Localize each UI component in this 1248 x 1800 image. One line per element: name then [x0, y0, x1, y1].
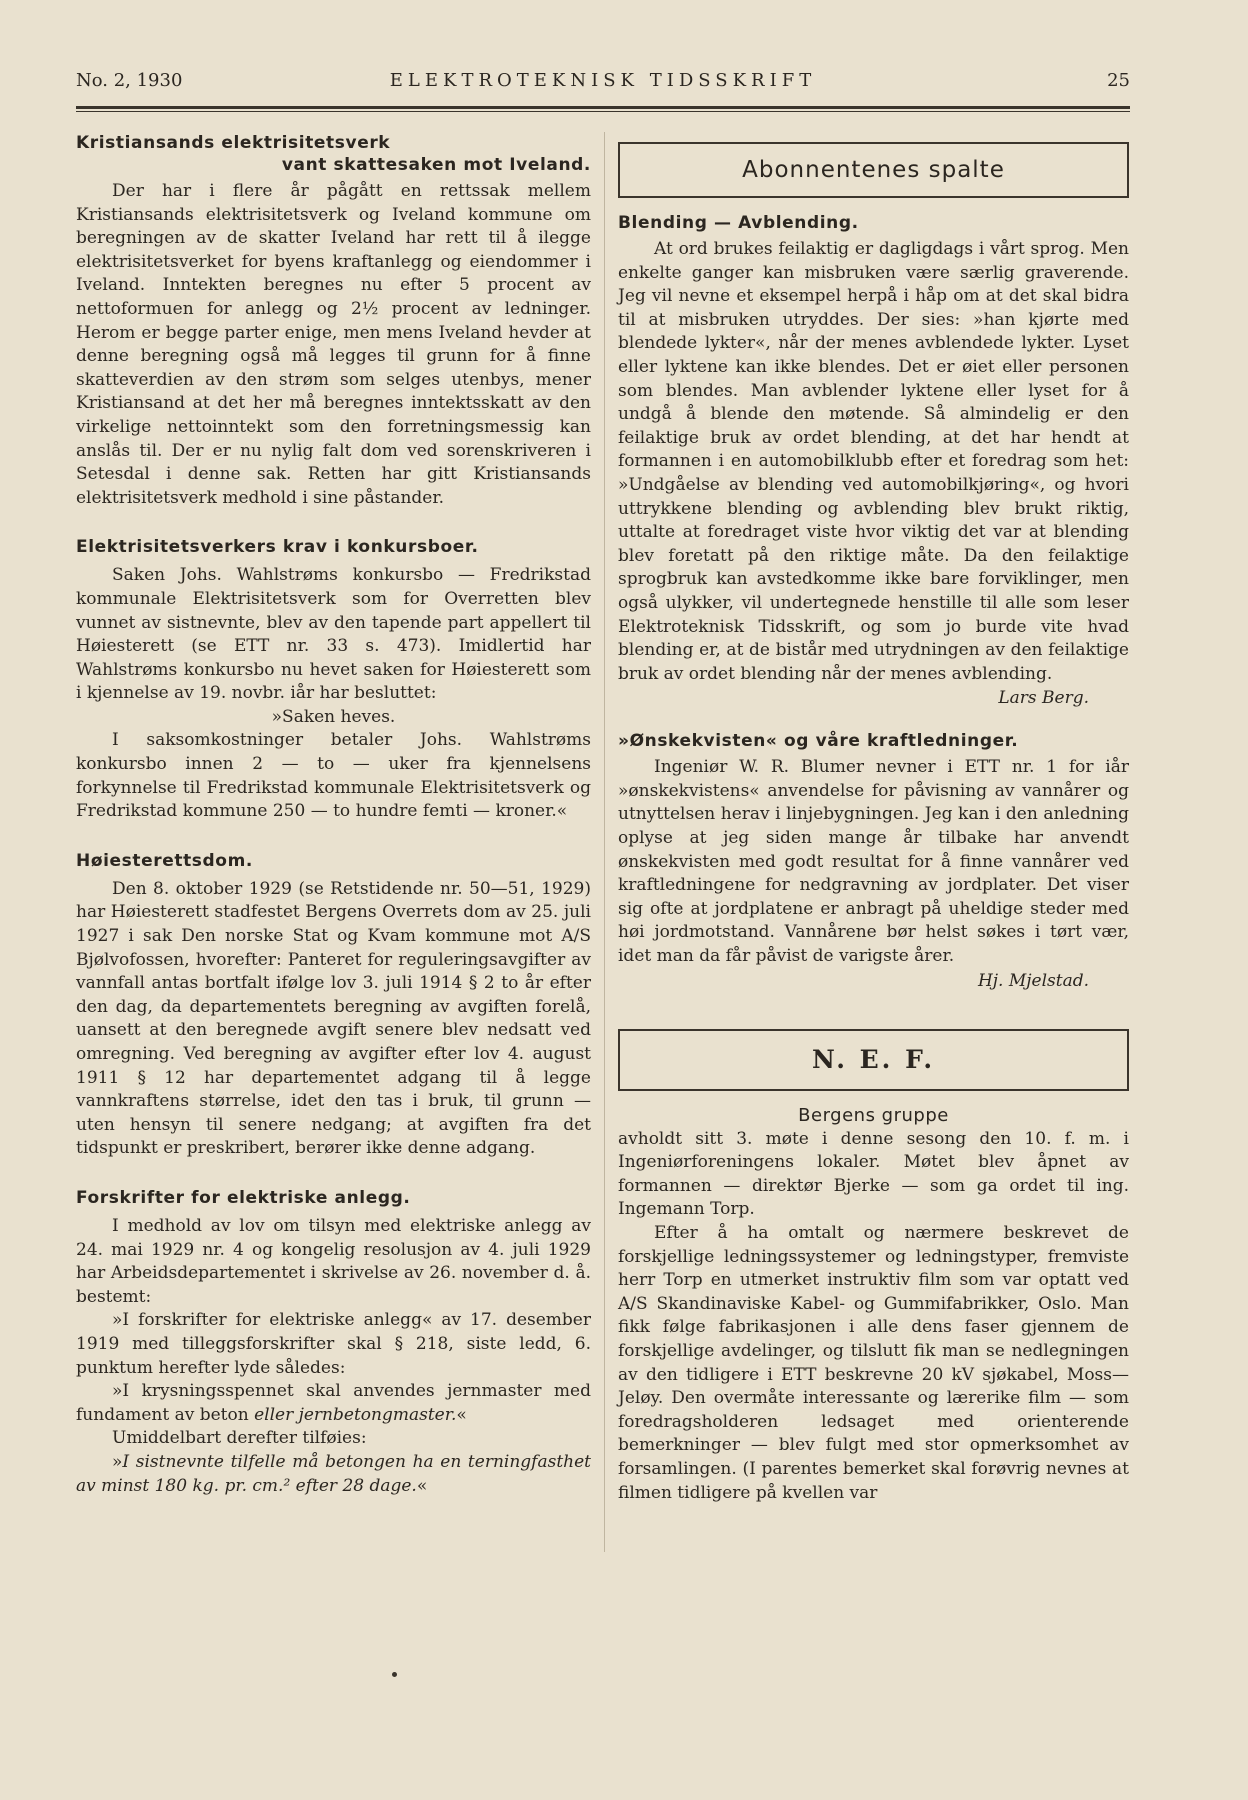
signature: Lars Berg.	[998, 688, 1089, 709]
signature: Hj. Mjelstad.	[977, 970, 1089, 991]
running-header	[76, 70, 1130, 96]
text-run: »I krysningsspennet skal anvendes jernmaster med fundament av beton	[76, 1381, 591, 1425]
article-paragraph: Den 8. oktober 1929 (se Retstidende nr. 50—51, 1929) har Høiesterett stadfestet Bergens Overrets dom av 25. juli 1927 i sak Den norske Stat og Kvam kommune mot A/S Bjølvofossen, hvorefter: Panteret for reguleringsavgifter av vannfall antas bortfalt ifølge lov 3. juli 1914 § 2 to år efter den dag, da departementets beregning av avgiften forelå, uansett at den beregnede avgift senere blev nedsatt ved omregning. Ved beregning av avgifter efter lov 4. august 1911 § 12 har departementet adgang til å legge vannkraftens størrelse, idet den tas i bruk, til grunn — uten hensyn til senere nedgang; at avgiften fra det tidspunkt er preskribert, berører ikke denne adgang.	[76, 878, 591, 1159]
article-paragraph: Der har i flere år pågått en rettssak mellem Kristiansands elektrisitetsverk og Iveland kommune om beregningen av de skatter Iveland har rett til å ilegge elektrisitetsverket for byens kraftanlegg og eiendommer i Iveland. Inntekten beregnes nu efter 5 procent av nettoformuen for anlegg og 2½ procent av ledninger. Herom er begge parter enige, men mens Iveland hevder at denne beregning også må legges til grunn for å finne skatteverdien av den strøm som selges utenbys, mener Kristiansand at det her må beregnes inntektsskatt av den virkelige nettoinntekt som den forretningsmessig kan anslås til. Der er nu nylig falt dom ved sorenskriveren i Setesdal i denne sak. Retten har gitt Kristiansands elektrisitetsverk medhold i sine påstander.	[76, 181, 591, 508]
ink-dot	[392, 1672, 397, 1677]
article-forskrifter	[76, 1187, 591, 1498]
issue-number: No. 2, 1930	[76, 70, 183, 91]
article-title: Elektrisitetsverkers krav i konkursboer.	[76, 537, 479, 558]
article-title: »Ønskekvisten« og våre kraftledninger.	[618, 731, 1019, 752]
article-paragraph: I saksomkostninger betaler Johs. Wahlstrøms konkursbo innen 2 — to — uker fra kjennelsens forkynnelse til Fredrikstad kommunale Elektrisitetsverk og Fredrikstad kommune 250 — to hundre femti — kroner.«	[76, 730, 591, 822]
left-column	[76, 132, 591, 1498]
page-number: 25	[1107, 70, 1130, 91]
right-column	[618, 136, 1129, 1505]
article-title-line2: vant skattesaken mot Iveland.	[281, 155, 591, 175]
article-paragraph: At ord brukes feilaktig er dagligdags i vårt sprog. Men enkelte ganger kan misbruken være særlig graverende. Jeg vil nevne et eksempel herpå i håp om at det skal bidra til at misbruken utryddes. Der sies: »han kjørte med blendede lykter«, når der menes avblendede lykter. Lyset eller lyktene kan ikke blendes. Det er øiet eller personen som blendes. Man avblender lyktene eller lyset for å undgå å blende den møtende. Så almindelig er den feilaktige bruk av ordet blending, at det har hendt at formannen i en automobilklubb efter et foredrag som het: »Undgåelse av blending ved automobilkjøring«, og hvori uttrykkene blending og avblending blev brukt riktig, uttalte at foredraget viste hvor viktig det var at blending blev foretatt på den riktige måte. Da den feilaktige sprogbruk kan avstedkomme ikke bare forviklinger, men også ulykker, vil undertegnede henstille til alle som leser Elektroteknisk Tidsskrift, og som jo burde vite hvad blending er, at de bistår med utrydningen av den feilaktige bruk av ordet blending når der menes avblending.	[618, 239, 1129, 684]
article-title: Forskrifter for elektriske anlegg.	[76, 1187, 411, 1208]
article-paragraph: Ingeniør W. R. Blumer nevner i ETT nr. 1 for iår »ønskekvistens« anvendelse for påvisning av vannårer og utnyttelsen herav i linjebygningen. Jeg kan i den anledning oplyse at jeg siden mange år tilbake har anvendt ønskekvisten med godt resultat for å finne vannårer ved kraftledningene for nedgravning av jordplater. Det viser sig ofte at jordplatene er anbragt på uheldige steder med høi jordmotstand. Vannårene bør helst søkes i tørt vær, idet man da får påvist de varigste årer.	[618, 757, 1129, 967]
article-title: Høiesterettsdom.	[76, 850, 253, 871]
article-konkursboer	[76, 536, 591, 824]
article-paragraph	[76, 1380, 591, 1427]
text-run: «	[456, 1404, 467, 1425]
journal-title: ELEKTROTEKNISK TIDSSKRIFT	[389, 70, 817, 91]
text-run-italic: I sistnevnte tilfelle må betongen ha en terningfasthet av minst 180 kg. pr. cm.² efter 28 dage.	[76, 1451, 591, 1496]
article-quote: »Saken heves.	[271, 706, 396, 727]
text-run: «	[416, 1475, 428, 1496]
article-onskekvisten	[618, 730, 1129, 992]
text-run-italic: eller jernbetongmaster.	[254, 1404, 457, 1425]
article-paragraph	[76, 1451, 591, 1498]
section-title: Abonnentenes spalte	[742, 157, 1005, 183]
article-title: Kristiansands elektrisitetsverk	[76, 133, 391, 153]
article-hoiesterettsdom	[76, 850, 591, 1161]
article-paragraph: avholdt sitt 3. møte i denne sesong den 10. f. m. i Ingeniørforeningens lokaler. Møtet blev åpnet av formannen — direktør Bjerke — som ga ordet til ing. Ingemann Torp.	[618, 1128, 1129, 1220]
article-paragraph: Umiddelbart derefter tilføies:	[112, 1428, 367, 1449]
article-paragraph: Efter å ha omtalt og nærmere beskrevet de forskjellige ledningssystemer og ledningstyper, fremviste herr Torp en utmerket instruktiv film som var optatt ved A/S Skandinaviske Kabel- og Gummifabrikker, Oslo. Man fikk følge fabrikasjonen i alle dens faser gjennem de forskjellige avdelinger, og tilslutt fik man se nedlegningen av den tidligere i ETT beskrevne 20 kV sjøkabel, Moss—Jeløy. Den overmåte interessante og lærerike film — som foredragsholderen ledsaget med orienterende bemerkninger — blev fulgt med stor opmerksomhet av forsamlingen. (I parentes bemerket skal forøvrig nevnes at filmen tidligere på kvellen var	[618, 1223, 1129, 1503]
article-paragraph: »I forskrifter for elektriske anlegg« av 17. desember 1919 med tilleggsforskrifter skal § 218, siste ledd, 6. punktum herefter lyde således:	[76, 1310, 591, 1378]
text-run: »	[112, 1451, 123, 1472]
article-kristiansand	[76, 132, 591, 510]
column-divider	[604, 132, 605, 1552]
header-rule	[76, 106, 1130, 112]
article-paragraph: Saken Johs. Wahlstrøms konkursbo — Fredrikstad kommunale Elektrisitetsverk som for Overretten blev vunnet av sistnevnte, blev av den tapende part appellert til Høiesterett (se ETT nr. 33 s. 473). Imidlertid har Wahlstrøms konkursbo nu hevet saken for Høiesterett som i kjennelse av 19. novbr. iår har besluttet:	[76, 565, 591, 704]
article-subtitle: Bergens gruppe	[798, 1104, 949, 1126]
section-box-abonnentenes	[618, 142, 1129, 198]
section-title: N. E. F.	[811, 1045, 936, 1075]
article-title: Blending — Avblending.	[618, 213, 859, 233]
article-paragraph: I medhold av lov om tilsyn med elektriske anlegg av 24. mai 1929 nr. 4 og kongelig resolusjon av 4. juli 1929 har Arbeidsdepartementet i skrivelse av 26. november d. å. bestemt:	[76, 1215, 591, 1307]
article-bergens-gruppe	[618, 1105, 1129, 1506]
article-blending	[618, 212, 1129, 710]
section-box-nef	[618, 1029, 1129, 1091]
